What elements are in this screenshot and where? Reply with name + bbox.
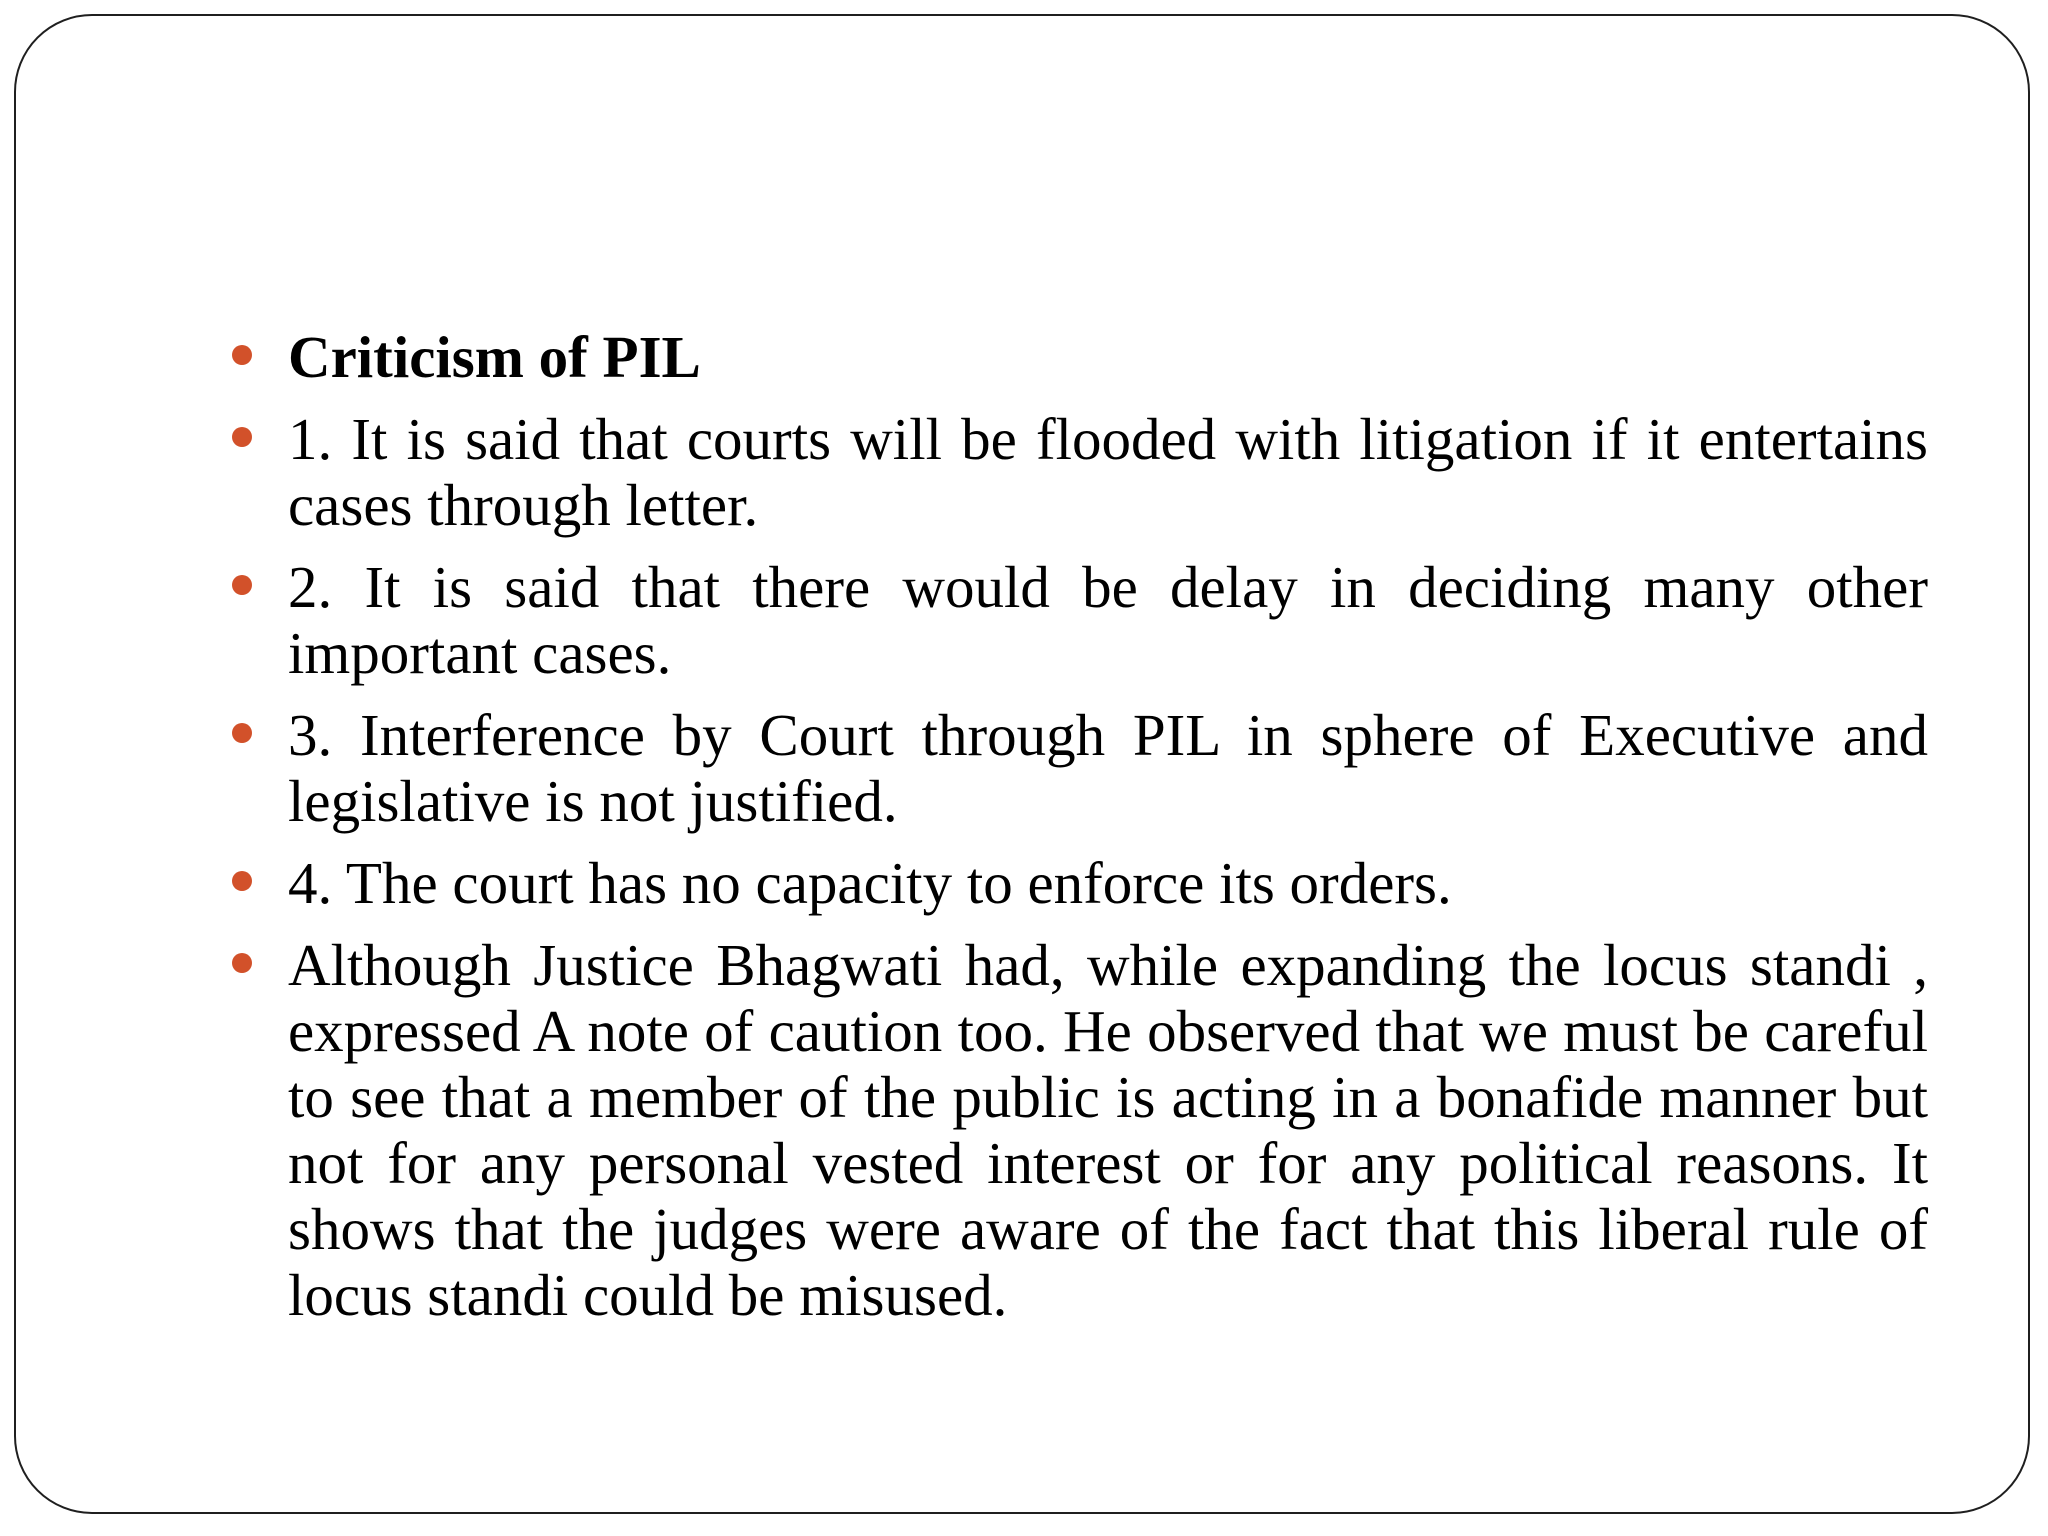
bullet-text: Although Justice Bhagwati had, while expanding the locus standi , expressed A note of caution too. He observed that we must be careful to see that a member of the public is acting in a bonafide manner but not for any personal vested interest or for any political reasons. It shows that the judges were aware of the fact that this liberal rule of locus standi could be misused. xyxy=(288,932,1928,1328)
bullet-dot-icon xyxy=(232,723,252,743)
bullet-text: 1. It is said that courts will be flooded with litigation if it entertains cases through letter. xyxy=(288,406,1928,538)
bullet-list xyxy=(226,324,1928,1344)
bullet-heading xyxy=(226,324,1928,390)
bullet-dot-icon xyxy=(232,575,252,595)
bullet-dot-icon xyxy=(232,345,252,365)
bullet-item-5 xyxy=(226,932,1928,1328)
bullet-dot-icon xyxy=(232,427,252,447)
bullet-text: 4. The court has no capacity to enforce its orders. xyxy=(288,850,1452,916)
bullet-item-1 xyxy=(226,406,1928,538)
bullet-item-2 xyxy=(226,554,1928,686)
bullet-dot-icon xyxy=(232,953,252,973)
bullet-text: 3. Interference by Court through PIL in sphere of Executive and legislative is not justified. xyxy=(288,702,1928,834)
bullet-dot-icon xyxy=(232,871,252,891)
bullet-text: Criticism of PIL xyxy=(288,324,701,390)
bullet-item-3 xyxy=(226,702,1928,834)
bullet-text: 2. It is said that there would be delay in deciding many other important cases. xyxy=(288,554,1928,686)
bullet-item-4 xyxy=(226,850,1928,916)
